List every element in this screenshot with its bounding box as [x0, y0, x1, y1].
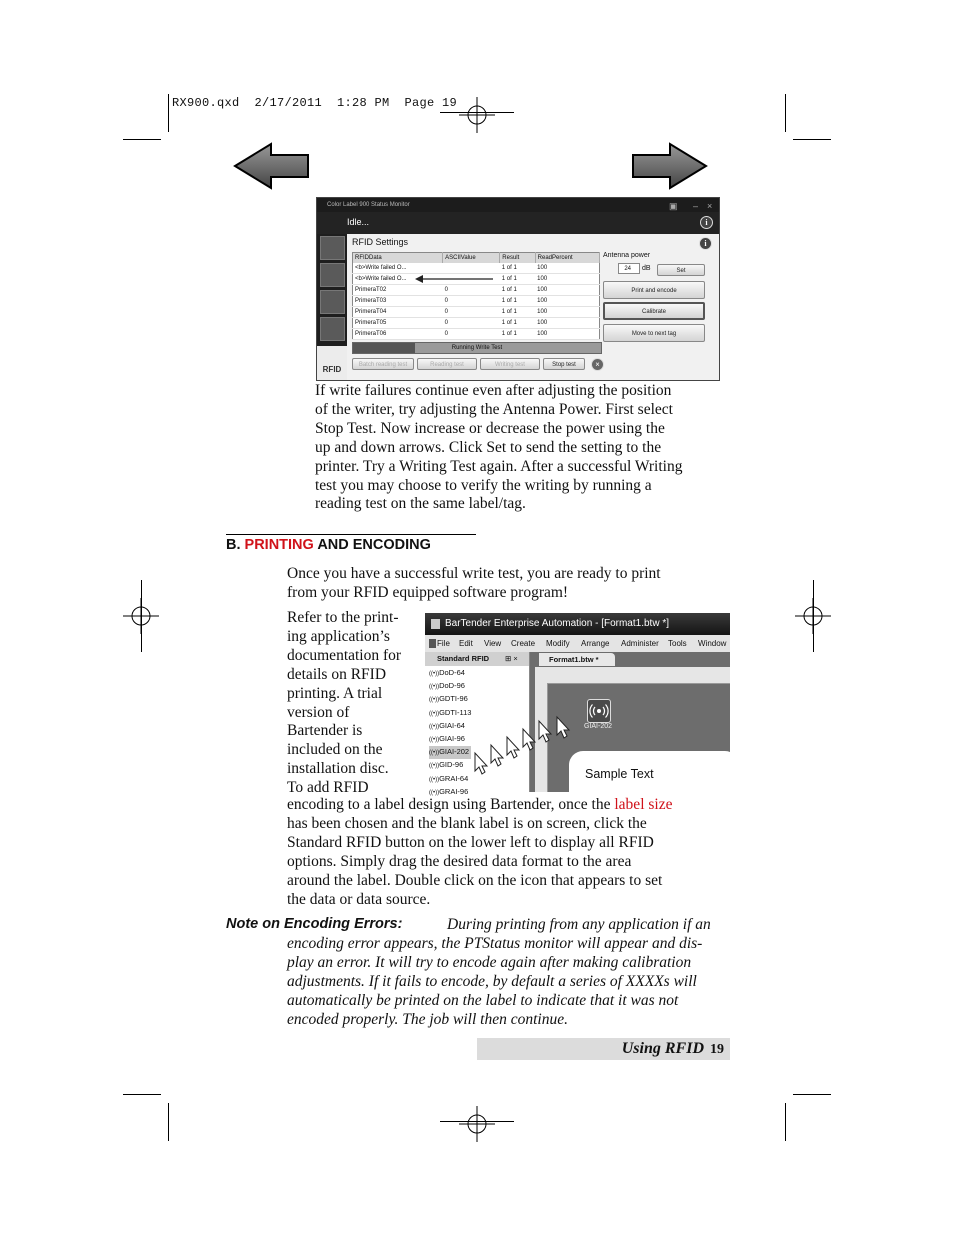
text-line: documentation for	[287, 646, 402, 664]
bartender-title: BarTender Enterprise Automation - [Format1.btw *]	[445, 618, 669, 629]
write-test-progress	[352, 342, 602, 354]
minimize-icon: –	[693, 201, 699, 211]
table-cell: 1 of 1	[500, 285, 535, 296]
rfid-tag-icon: ((•))	[429, 737, 440, 744]
table-cell: PrimeraT03	[353, 296, 443, 307]
sidebar-tab-ink	[320, 236, 345, 260]
sidebar-tab-media	[320, 317, 345, 341]
list-item-label: DoD-64	[439, 668, 465, 677]
reading-test-button[interactable]: Reading test	[417, 358, 477, 370]
antenna-instructions	[315, 382, 682, 514]
print-and-encode-button[interactable]: Print and encode	[603, 281, 705, 299]
writing-test-button[interactable]: Writing test	[480, 358, 540, 370]
table-row[interactable]	[353, 318, 600, 329]
table-cell: <b>Write failed O...	[353, 274, 443, 285]
right-arrow-icon[interactable]	[631, 143, 707, 189]
section-heading	[226, 537, 431, 553]
registration-mark-icon	[459, 1106, 495, 1142]
list-item-label: GID-96	[439, 760, 464, 770]
table-cell: 100	[535, 329, 599, 340]
text-line: Stop Test. Now increase or decrease the power using the	[315, 419, 665, 437]
menu-item-edit[interactable]: Edit	[459, 639, 473, 648]
rfid-object-icon[interactable]	[587, 699, 611, 723]
table-cell: 100	[535, 296, 599, 307]
text-line: Refer to the print-	[287, 609, 399, 626]
table-cell: 100	[535, 285, 599, 296]
list-item-label: GRAI-64	[439, 773, 469, 783]
list-item-label: DoD-96	[439, 681, 465, 691]
column-header[interactable]: Result	[500, 253, 535, 264]
text-line: printer. Try a Writing Test again. After a successful Writing	[315, 457, 683, 475]
bartender-paragraph-wrap	[287, 609, 401, 798]
info-icon: i	[700, 216, 713, 229]
progress-label: Running Write Test	[451, 345, 503, 351]
table-cell: 0	[443, 296, 500, 307]
text-line: play an error. It will try to encode again after making calibration	[287, 953, 692, 971]
text-span: encoding to a label design using Bartender, once the	[287, 796, 615, 813]
label-size-link[interactable]: label size	[614, 796, 673, 813]
monitor-sidebar	[317, 234, 347, 380]
list-item-label: GIAI-202	[439, 747, 470, 757]
table-cell: 1 of 1	[500, 263, 535, 274]
text-line: test you may choose to verify the writing by running a	[315, 476, 652, 494]
sidebar-tab-image	[320, 290, 345, 314]
column-header[interactable]: ASCIIValue	[443, 253, 500, 264]
text-line	[287, 796, 672, 815]
sample-text[interactable]: Sample Text	[585, 767, 654, 781]
table-cell: <b>Write failed O...	[353, 263, 443, 274]
table-cell: 0	[443, 285, 500, 296]
crop-mark	[141, 580, 142, 652]
text-line: Standard RFID button on the lower left to display all RFID	[287, 833, 654, 851]
list-item-label: GRAI-96	[439, 786, 469, 796]
text-line: If write failures continue even after adjusting the position	[315, 382, 672, 399]
ready-to-print-paragraph	[287, 565, 661, 603]
annotation-arrow-icon	[415, 274, 495, 284]
crop-mark	[168, 1103, 169, 1141]
close-circle-icon[interactable]: ×	[591, 358, 604, 371]
rfid-tag-icon: ((•))	[429, 671, 440, 677]
text-line: encoding error appears, the PTStatus monitor will appear and dis-	[287, 935, 703, 952]
list-item[interactable]	[429, 720, 471, 733]
bartender-screenshot	[425, 613, 730, 796]
text-line: Bartender is	[287, 722, 363, 740]
sidebar-tab-rfid: RFID	[317, 346, 347, 380]
list-item[interactable]	[429, 773, 471, 786]
antenna-unit: dB	[642, 265, 651, 272]
list-item[interactable]	[429, 693, 471, 706]
table-cell	[443, 263, 500, 274]
table-row[interactable]	[353, 285, 600, 296]
monitor-window-title: Color Label 900 Status Monitor	[327, 202, 410, 208]
text-line: included on the	[287, 741, 383, 759]
tab-format1[interactable]: Format1.btw *	[539, 653, 615, 666]
sidebar-tab-printer	[320, 263, 345, 287]
rfid-tag-icon: ((•))	[429, 763, 440, 770]
bartender-menu-bar	[425, 635, 730, 652]
crop-mark	[123, 139, 161, 140]
text-line: the data or data source.	[287, 890, 431, 908]
table-cell: 1 of 1	[500, 318, 535, 329]
list-item[interactable]	[429, 680, 471, 693]
text-line: details on RFID	[287, 665, 387, 683]
close-icon: ×	[707, 201, 713, 211]
text-line: has been chosen and the blank label is on screen, click the	[287, 814, 647, 832]
column-header[interactable]: ReadPercent	[535, 253, 599, 264]
bartender-paragraph-full	[287, 796, 672, 909]
note-body	[287, 935, 702, 1030]
table-cell: PrimeraT04	[353, 307, 443, 318]
batch-reading-test-button[interactable]: Batch reading test	[352, 358, 414, 370]
rfid-format-list	[429, 667, 471, 799]
rfid-tag-icon: ((•))	[429, 776, 440, 783]
rfid-object-label: GIAI-202	[584, 723, 613, 730]
text-line: options. Simply drag the desired data format to the area	[287, 852, 632, 870]
section-letter: B.	[226, 537, 241, 553]
list-item-label: GDTI-96	[439, 694, 468, 704]
list-item[interactable]	[429, 759, 471, 772]
rfid-tag-icon: ((•))	[429, 750, 440, 757]
table-cell: 100	[535, 307, 599, 318]
table-row[interactable]	[353, 296, 600, 307]
menu-item-file[interactable]: File	[437, 639, 450, 648]
text-line: To add RFID	[287, 779, 369, 797]
list-item[interactable]	[429, 707, 471, 720]
menu-doc-icon	[429, 639, 436, 648]
table-cell: 0	[443, 329, 500, 340]
panel-header	[425, 652, 529, 666]
section-highlight: PRINTING	[244, 537, 314, 553]
rfid-tag-icon: ((•))	[429, 710, 440, 717]
section-rest: AND ENCODING	[317, 537, 431, 553]
note-first-line: During printing from any application if an	[447, 916, 711, 933]
footer-title: Using RFID	[621, 1040, 704, 1057]
text-line: Once you have a successful write test, you are ready to print	[287, 565, 661, 582]
antenna-power-stepper[interactable]: 24	[618, 263, 640, 274]
crop-mark	[785, 1103, 786, 1141]
antenna-power-label: Antenna power	[603, 252, 651, 259]
crop-mark	[793, 139, 831, 140]
rfid-tag-icon: ((•))	[429, 684, 440, 691]
page-number: 19	[710, 1042, 724, 1057]
text-line: installation disc.	[287, 760, 389, 778]
crop-mark	[793, 1094, 831, 1095]
progress-fill	[353, 343, 415, 353]
list-item[interactable]	[429, 667, 471, 680]
menu-item-create[interactable]: Create	[511, 639, 536, 648]
rfid-tag-icon: ((•))	[429, 697, 440, 704]
text-line: ing application’s	[287, 627, 390, 645]
rfid-results-table	[352, 252, 600, 340]
list-item-label: GIAI-64	[439, 720, 465, 730]
table-cell: 100	[535, 318, 599, 329]
drag-cursor-trail-icon	[473, 713, 573, 775]
text-line: reading test on the same label/tag.	[315, 495, 526, 513]
page-footer	[477, 1038, 730, 1060]
monitor-title-bar	[317, 198, 719, 212]
calibrate-button[interactable]: Calibrate	[603, 302, 705, 320]
text-line: of the writer, try adjusting the Antenna Power. First select	[315, 400, 673, 418]
status-monitor-screenshot	[316, 197, 720, 381]
table-cell: PrimeraT02	[353, 285, 443, 296]
table-cell: 1 of 1	[500, 274, 535, 285]
menu-item-window[interactable]: Window	[698, 639, 727, 648]
note-heading: Note on Encoding Errors:	[226, 916, 403, 932]
text-line: version of	[287, 703, 350, 721]
text-line: automatically be printed on the label to indicate that it was not	[287, 991, 679, 1009]
menu-item-arrange[interactable]: Arrange	[581, 639, 610, 648]
list-item-label: GDTI-113	[439, 707, 472, 717]
text-line: from your RFID equipped software program!	[287, 583, 569, 601]
list-item[interactable]	[429, 733, 471, 746]
column-header[interactable]: RFIDData	[353, 253, 443, 264]
table-cell: 0	[443, 307, 500, 318]
table-cell: 1 of 1	[500, 307, 535, 318]
footer-text	[622, 1040, 724, 1058]
table-cell: 0	[443, 318, 500, 329]
menu-item-tools[interactable]: Tools	[668, 639, 687, 648]
left-arrow-icon[interactable]	[234, 143, 310, 189]
bartender-logo-icon	[431, 619, 440, 629]
file-slug: RX900.qxd 2/17/2011 1:28 PM Page 19	[172, 96, 458, 110]
stop-test-button[interactable]: Stop test	[543, 358, 585, 370]
table-cell: PrimeraT06	[353, 329, 443, 340]
table-row[interactable]	[353, 329, 600, 340]
text-line: encoded properly. The job will then continue.	[287, 1010, 568, 1028]
crop-mark	[813, 580, 814, 652]
panel-title: Standard RFID	[437, 654, 490, 663]
list-item-label: GIAI-96	[439, 734, 465, 744]
table-cell: 1 of 1	[500, 296, 535, 307]
rfid-tag-icon: ((•))	[429, 789, 440, 796]
table-cell: 1 of 1	[500, 329, 535, 340]
table-cell: 100	[535, 263, 599, 274]
table-row[interactable]	[353, 307, 600, 318]
info-icon: i	[699, 237, 712, 250]
table-cell: PrimeraT05	[353, 318, 443, 329]
crop-mark	[168, 94, 169, 132]
panel-title: RFID Settings	[352, 237, 409, 247]
menu-item-modify[interactable]: Modify	[546, 639, 570, 648]
text-line: up and down arrows. Click Set to send the setting to the	[315, 438, 662, 456]
section-rule	[226, 534, 476, 535]
restore-icon: ▣	[669, 201, 678, 211]
list-item[interactable]	[429, 746, 471, 759]
bartender-title-bar	[425, 613, 730, 635]
table-row[interactable]	[353, 263, 600, 274]
menu-item-administer[interactable]: Administer	[621, 639, 659, 648]
rfid-tag-icon: ((•))	[429, 723, 440, 730]
pin-close-icon[interactable]: ⊞ ×	[505, 654, 518, 663]
text-line: around the label. Double click on the icon that appears to set	[287, 871, 663, 889]
move-to-next-tag-button[interactable]: Move to next tag	[603, 324, 705, 342]
text-line: printing. A trial	[287, 684, 383, 702]
crop-mark	[785, 94, 786, 132]
registration-mark-icon	[459, 97, 495, 133]
monitor-status: Idle...	[347, 217, 370, 227]
table-cell: 100	[535, 274, 599, 285]
menu-item-view[interactable]: View	[484, 639, 502, 648]
crop-mark	[123, 1094, 161, 1095]
horizontal-ruler	[535, 667, 730, 684]
set-button[interactable]: Set	[657, 264, 705, 276]
text-line: adjustments. If it fails to encode, by default a series of XXXXs will	[287, 972, 697, 990]
